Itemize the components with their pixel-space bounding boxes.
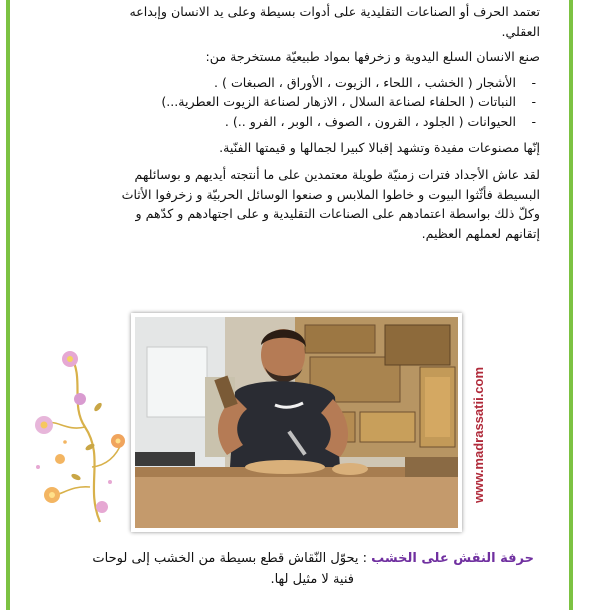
floral-ornament	[30, 347, 125, 527]
list-item	[30, 112, 540, 132]
photo-caption	[60, 548, 534, 590]
caption-title: حرفة النقش على الخشب	[371, 551, 534, 566]
list-dash: -	[531, 113, 536, 129]
list-item	[30, 92, 540, 112]
history-line-4: إتقانهم لعملهم العظيم.	[421, 225, 540, 241]
watermark-text: www.madrassatii.com	[471, 366, 486, 504]
list-item-text: الحيوانات ( الجلود ، القرون ، الصوف ، الوبر ، الفرو ..) .	[224, 113, 516, 129]
list-dash: -	[531, 94, 536, 110]
caption-text: : يحوّل النّقاش قطع بسيطة من الخشب إلى لوحات	[92, 551, 372, 566]
watermark	[470, 350, 496, 520]
page-border-right	[569, 0, 573, 610]
intro-line-2: العقلي.	[501, 23, 540, 39]
list-dash: -	[531, 74, 536, 90]
page-border-left	[6, 0, 10, 610]
summary-paragraph: إنّها مصنوعات مفيدة وتشهد إقبالا كبيرا لجمالها و قيمتها الفنّية.	[219, 139, 540, 155]
history-paragraph	[30, 165, 540, 243]
materials-intro: صنع الانسان السلع اليدوية و زخرفها بمواد طبيعيّة مستخرجة من:	[205, 49, 540, 65]
history-line-3: وكلّ ذلك بواسطة اعتمادهم على الصناعات التقليدية و على اجتهادهم و كدّهم و	[135, 206, 540, 222]
wood-carving-photo	[135, 317, 458, 528]
history-line-1: لقد عاش الأجداد فترات زمنيّة طويلة معتمدين على ما أنتجته أيديهم و بوسائلهم	[134, 167, 540, 183]
list-item-text: النباتات ( الحلفاء لصناعة السلال ، الازهار لصناعة الزيوت العطرية...)	[161, 94, 516, 110]
caption-line-2: فنية لا مثيل لها.	[270, 572, 354, 587]
photo-frame	[131, 313, 462, 532]
history-line-2: البسيطة فأثّثوا البيوت و خاطوا الملابس و صنعوا الوسائل الحربيّة و زخرفوا الأثاث	[121, 186, 540, 202]
intro-paragraph	[30, 2, 540, 41]
intro-line-1: تعتمد الحرف أو الصناعات التقليدية على أدوات بسيطة وعلى يد الانسان وإبداعه	[129, 4, 540, 19]
materials-list	[30, 73, 540, 132]
list-item	[30, 73, 540, 93]
list-item-text: الأشجار ( الخشب ، اللحاء ، الزيوت ، الأوراق ، الصبغات ) .	[214, 74, 516, 90]
document-body	[30, 0, 540, 244]
